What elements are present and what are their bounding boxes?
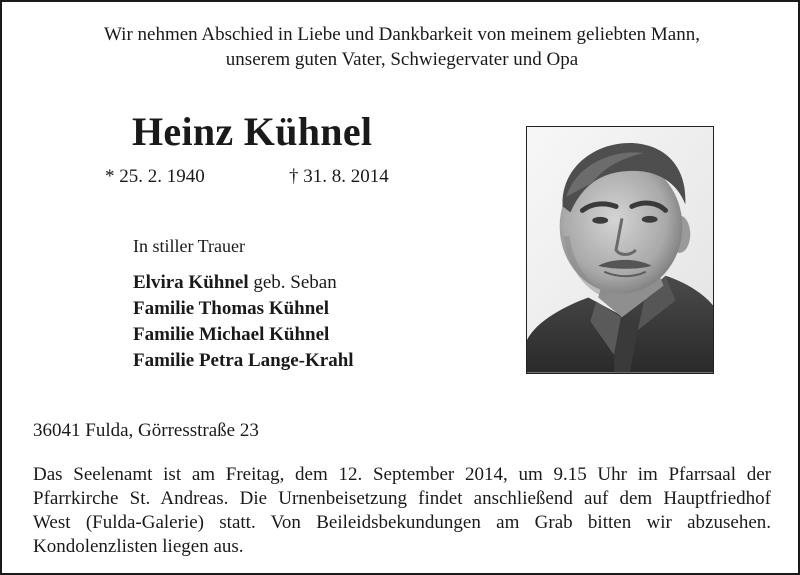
funeral-notice — [33, 463, 771, 559]
deceased-name: Heinz Kühnel — [132, 109, 373, 154]
death-date: † 31. 8. 2014 — [289, 166, 389, 187]
spouse-maiden-name: geb. Seban — [253, 272, 337, 293]
mourner-family-3: Familie Petra Lange-Krahl — [133, 350, 354, 371]
intro-line-1: Wir nehmen Abschied in Liebe und Dankbarkeit von meinem geliebten Mann, — [104, 24, 700, 45]
notice-line-2: Pfarrkirche St. Andreas. Die Urnenbeisetzung findet anschließend auf dem Hauptfriedhof — [33, 488, 771, 509]
mourners-list — [133, 270, 354, 374]
intro-line-2: unserem guten Vater, Schwiegervater und Opa — [225, 49, 579, 70]
intro-text — [42, 22, 762, 72]
mourner-spouse — [133, 270, 354, 296]
portrait-image — [527, 127, 713, 373]
spouse-name: Elvira Kühnel — [133, 272, 249, 293]
birth-date: * 25. 2. 1940 — [105, 166, 205, 187]
notice-line-1: Das Seelenamt ist am Freitag, dem 12. September 2014, um 9.15 Uhr im Pfarrsaal der — [33, 464, 771, 485]
portrait-photo — [526, 126, 714, 374]
mourning-heading: In stiller Trauer — [133, 236, 245, 256]
family-address: 36041 Fulda, Görresstraße 23 — [33, 420, 259, 441]
notice-line-4: Kondolenzlisten liegen aus. — [33, 536, 244, 557]
notice-line-3: West (Fulda-Galerie) statt. Von Beileidsbekundungen am Grab bitten wir abzusehen. — [33, 512, 771, 533]
mourner-family-1: Familie Thomas Kühnel — [133, 298, 330, 319]
mourner-family-2: Familie Michael Kühnel — [133, 324, 330, 345]
